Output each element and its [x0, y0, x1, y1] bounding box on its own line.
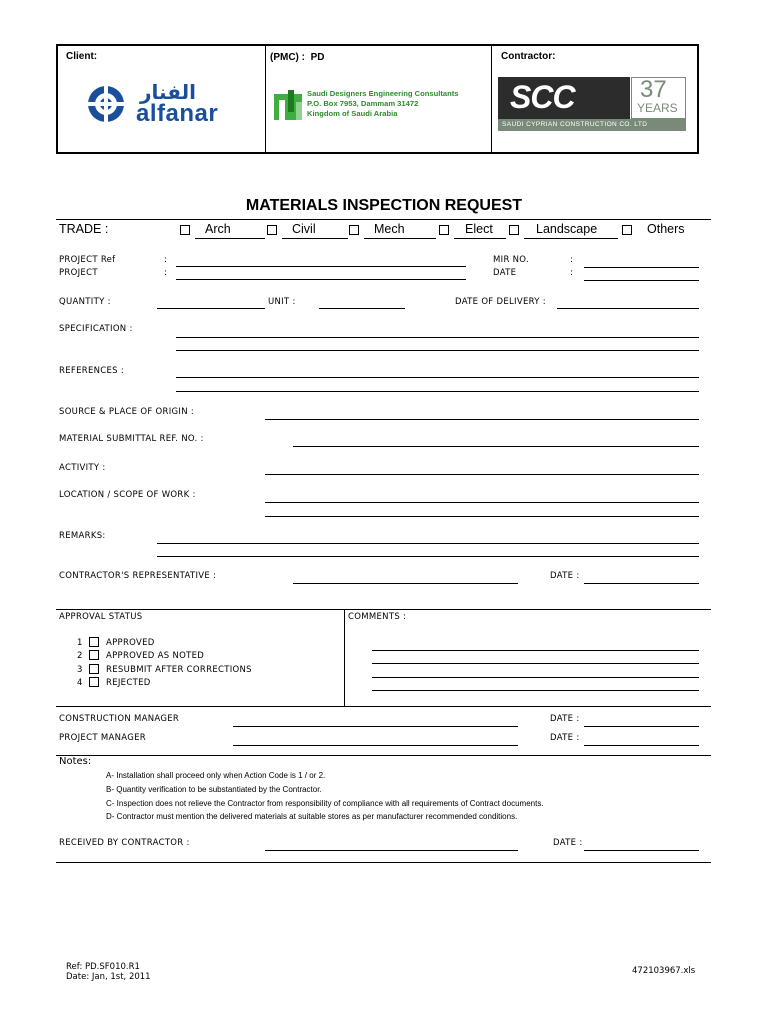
construction-manager-date-label: DATE :	[550, 714, 580, 724]
contractor-label: Contractor:	[501, 51, 556, 62]
project-manager-field[interactable]	[233, 745, 518, 746]
years-word: YEARS	[637, 101, 678, 115]
remarks-field[interactable]	[157, 543, 699, 544]
trade-checkbox-civil[interactable]	[267, 225, 277, 235]
client-logo	[86, 82, 256, 126]
note-item: A- Installation shall proceed only when Action Code is 1 / or 2.	[106, 771, 326, 780]
approved-as-noted-label: APPROVED AS NOTED	[106, 651, 205, 661]
footer-date: Date: Jan, 1st, 2011	[66, 972, 151, 982]
project-ref-label: PROJECT Ref	[59, 255, 116, 265]
divider	[56, 706, 711, 707]
location-label: LOCATION / SCOPE OF WORK :	[59, 490, 196, 500]
received-date-label: DATE :	[553, 838, 583, 848]
client-label: Client:	[66, 51, 98, 62]
location-field[interactable]	[265, 516, 699, 517]
specification-label: SPECIFICATION :	[59, 324, 133, 334]
years-number: 37	[640, 76, 667, 103]
project-manager-label: PROJECT MANAGER	[59, 733, 146, 743]
received-date-field[interactable]	[584, 850, 699, 851]
comments-field[interactable]	[372, 677, 699, 678]
specification-field[interactable]	[176, 337, 699, 338]
remarks-label: REMARKS:	[59, 531, 106, 541]
date-field[interactable]	[584, 280, 699, 281]
divider	[56, 609, 711, 610]
colon: :	[164, 255, 168, 265]
approval-option-num: 1	[77, 638, 83, 648]
references-field[interactable]	[176, 377, 699, 378]
approved-checkbox[interactable]	[89, 637, 99, 647]
contractor-logo	[498, 77, 688, 133]
trade-checkbox-others[interactable]	[622, 225, 632, 235]
unit-field[interactable]	[319, 308, 405, 309]
pmc-logo	[274, 88, 484, 124]
trade-checkbox-arch[interactable]	[180, 225, 190, 235]
mir-no-field[interactable]	[584, 267, 699, 268]
source-label: SOURCE & PLACE OF ORIGIN :	[59, 407, 195, 417]
unit-label: UNIT :	[268, 297, 296, 307]
date-of-delivery-field[interactable]	[557, 308, 699, 309]
colon: :	[164, 268, 168, 278]
comments-field[interactable]	[372, 663, 699, 664]
references-label: REFERENCES :	[59, 366, 125, 376]
material-submittal-label: MATERIAL SUBMITTAL REF. NO. :	[59, 434, 204, 444]
trade-option-underline	[364, 238, 436, 239]
activity-label: ACTIVITY :	[59, 463, 106, 473]
footer-ref-code: Ref: PD.SF010.R1	[66, 962, 140, 972]
approval-option-num: 3	[77, 665, 83, 675]
pmc-logo-line2: P.O. Box 7953, Dammam 31472	[307, 99, 419, 108]
trade-option-civil: Civil	[292, 222, 316, 236]
trade-option-landscape: Landscape	[536, 222, 598, 236]
scc-mark-text: SCC	[510, 79, 575, 115]
trade-option-mech: Mech	[374, 222, 405, 236]
references-field[interactable]	[176, 391, 699, 392]
alfanar-latin-text: alfanar	[136, 100, 219, 127]
construction-manager-label: CONSTRUCTION MANAGER	[59, 714, 180, 724]
quantity-label: QUANTITY :	[59, 297, 111, 307]
project-field[interactable]	[176, 279, 466, 280]
trade-option-arch: Arch	[205, 222, 231, 236]
mir-no-label: MIR NO.	[493, 255, 529, 265]
rejected-label: REJECTED	[106, 678, 151, 688]
quantity-field[interactable]	[157, 308, 265, 309]
contractor-rep-field[interactable]	[293, 583, 518, 584]
pmc-value: PD	[310, 52, 325, 63]
pmc-logo-line3: Kingdom of Saudi Arabia	[307, 109, 398, 118]
project-ref-field[interactable]	[176, 266, 466, 267]
project-manager-date-field[interactable]	[584, 745, 699, 746]
trade-option-underline	[524, 238, 618, 239]
location-field[interactable]	[265, 502, 699, 503]
material-submittal-field[interactable]	[293, 446, 699, 447]
sdec-emblem-icon	[274, 88, 304, 120]
approval-status-label: APPROVAL STATUS	[59, 612, 143, 622]
pmc-label: (PMC) : PD	[270, 52, 325, 63]
comments-field[interactable]	[372, 650, 699, 651]
resubmit-checkbox[interactable]	[89, 664, 99, 674]
trade-option-underline	[195, 238, 265, 239]
form-title: MATERIALS INSPECTION REQUEST	[245, 197, 523, 214]
trade-checkbox-elect[interactable]	[439, 225, 449, 235]
colon: :	[570, 268, 574, 278]
note-item: C- Inspection does not relieve the Contractor from responsibility of compliance with all requirements of Contract documents.	[106, 799, 544, 808]
colon: :	[570, 255, 574, 265]
trade-checkbox-landscape[interactable]	[509, 225, 519, 235]
date-label: DATE	[493, 268, 517, 278]
approval-option-num: 4	[77, 678, 83, 688]
divider	[56, 862, 711, 863]
trade-option-underline	[454, 238, 506, 239]
remarks-field[interactable]	[157, 556, 699, 557]
resubmit-label: RESUBMIT AFTER CORRECTIONS	[106, 665, 252, 675]
approved-label: APPROVED	[106, 638, 155, 648]
activity-field[interactable]	[265, 474, 699, 475]
note-item: D- Contractor must mention the delivered materials at suitable stores as per manufacturer recommended conditions.	[106, 812, 518, 821]
contractor-rep-date-label: DATE :	[550, 571, 580, 581]
received-field[interactable]	[265, 850, 518, 851]
contractor-rep-label: CONTRACTOR'S REPRESENTATIVE :	[59, 571, 217, 581]
approved-as-noted-checkbox[interactable]	[89, 650, 99, 660]
footer-filename: 472103967.xls	[632, 966, 696, 976]
notes-title: Notes:	[59, 756, 92, 767]
scc-subtitle: SAUDI CYPRIAN CONSTRUCTION CO. LTD	[502, 121, 648, 128]
trade-option-underline	[282, 238, 348, 239]
approval-divider	[344, 609, 345, 706]
alfanar-arabic-text: الفنار	[140, 80, 196, 104]
project-manager-date-label: DATE :	[550, 733, 580, 743]
date-of-delivery-label: DATE OF DELIVERY :	[455, 297, 546, 307]
alfanar-emblem-icon	[86, 84, 126, 124]
footer-ref	[66, 962, 151, 982]
note-item: B- Quantity verification to be substantiated by the Contractor.	[106, 785, 322, 794]
approval-option-num: 2	[77, 651, 83, 661]
pmc-logo-line1: Saudi Designers Engineering Consultants	[307, 89, 459, 98]
divider	[56, 755, 711, 756]
project-label: PROJECT	[59, 268, 98, 278]
comments-field[interactable]	[372, 690, 699, 691]
specification-field[interactable]	[176, 350, 699, 351]
divider	[56, 219, 711, 220]
construction-manager-date-field[interactable]	[584, 726, 699, 727]
rejected-checkbox[interactable]	[89, 677, 99, 687]
trade-option-elect: Elect	[465, 222, 493, 236]
comments-label: COMMENTS :	[348, 612, 407, 622]
header-box	[56, 44, 699, 154]
source-field[interactable]	[265, 419, 699, 420]
trade-option-others: Others	[647, 222, 685, 236]
header-divider	[491, 46, 492, 152]
received-label: RECEIVED BY CONTRACTOR :	[59, 838, 190, 848]
contractor-rep-date-field[interactable]	[584, 583, 699, 584]
trade-checkbox-mech[interactable]	[349, 225, 359, 235]
header-divider	[265, 46, 266, 152]
construction-manager-field[interactable]	[233, 726, 518, 727]
trade-label: TRADE :	[59, 222, 109, 236]
